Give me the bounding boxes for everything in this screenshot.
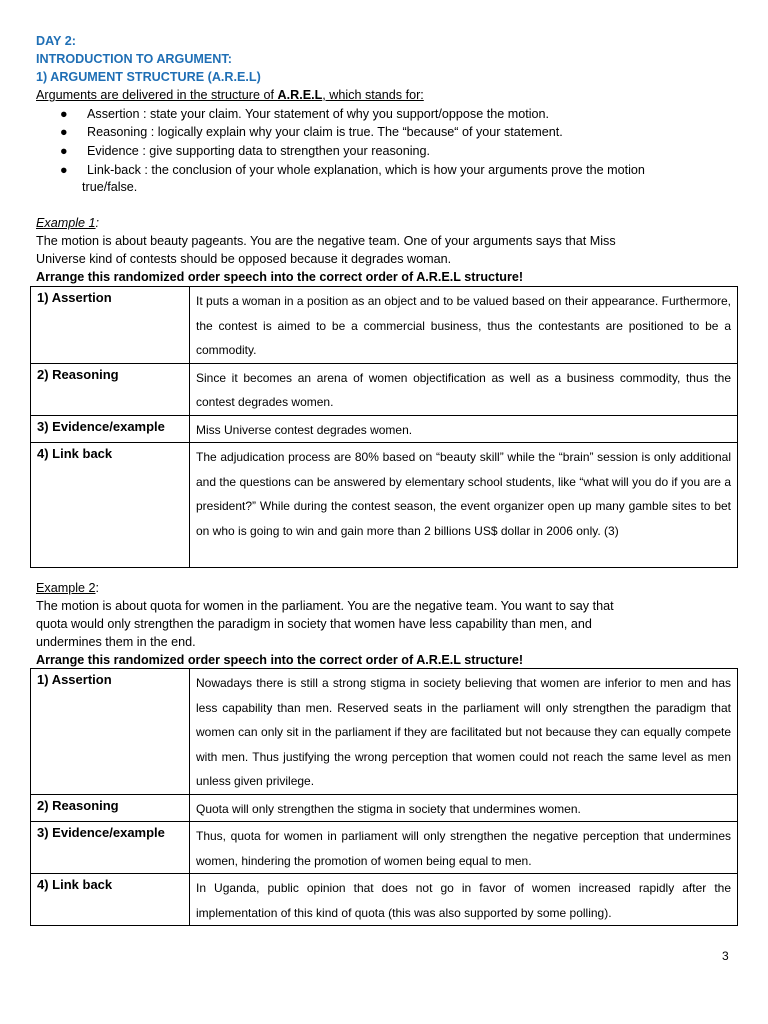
bullet-letter: E [87,144,96,158]
table-row [31,822,738,874]
bullet-letter: L [87,163,95,177]
bullet-dot: ● [60,107,68,121]
row-text: The adjudication process are 80% based on “beauty skill” while the “brain” session is only additional and the questions can be answered by elementary school students, like “what will you do if you are a president?” While during the contest season, the event organizer open up many gamble sites to bet on who is going to win and gain more than 2 billions US$ dollar in 2006 only. (3) [190,443,738,568]
row-label: 2) Reasoning [31,363,190,415]
bullet-letter: A [87,107,96,121]
table-row [31,874,738,926]
table-row [31,415,738,443]
example1-motion-line1: The motion is about beauty pageants. You are the negative team. One of your arguments says that Miss [36,234,616,248]
example2-title-colon: : [95,581,100,595]
row-label: 3) Evidence/example [31,415,190,443]
bullet-text: ink-back : the conclusion of your whole explanation, which is how your arguments prove the motion [94,163,645,177]
row-text: Miss Universe contest degrades women. [190,415,738,443]
example1-title-colon: : [95,216,100,230]
bullet-text: true/false. [82,180,138,194]
example1-instruction: Arrange this randomized order speech into the correct order of A.R.E.L structure! [36,270,524,284]
intro-line [36,87,732,104]
bullet-reasoning [87,124,732,141]
row-text: Since it becomes an arena of women objectification as well as a business commodity, thus the contest degrades women. [190,363,738,415]
example2-instruction: Arrange this randomized order speech into the correct order of A.R.E.L structure! [36,653,524,667]
row-label: 1) Assertion [31,287,190,364]
row-text: It puts a woman in a position as an object and to be valued based on their appearance. Furthermore, the contest is aimed to be a commercial business, thus the contestants are positioned to be a commodity. [190,287,738,364]
row-label: 1) Assertion [31,669,190,795]
row-label: 3) Evidence/example [31,822,190,874]
example1-motion-line2: Universe kind of contests should be opposed because it degrades woman. [36,252,452,266]
table-row [31,669,738,795]
example2-motion-line3: undermines them in the end. [36,635,196,649]
example2-table [30,668,738,926]
row-label: 4) Link back [31,443,190,568]
day-heading: DAY 2: [36,34,76,48]
table-row [31,443,738,568]
table-row [31,794,738,822]
bullet-linkback-continuation [82,179,727,196]
example2-motion-line1: The motion is about quota for women in the parliament. You are the negative team. You want to say that [36,599,614,613]
bullet-text: vidence : give supporting data to strengthen your reasoning. [95,144,431,158]
example1-title [36,215,732,232]
intro-arel: A.R.E.L [277,88,323,102]
row-label: 4) Link back [31,874,190,926]
row-text: Nowadays there is still a strong stigma in society believing that women are inferior to men and has less capability than men. Reserved seats in the parliament will only strengthen the paradigm that women can only sit in the parliament if they are facilitated but not because they can equally compete with men. Thus justifying the wrong perception that women could not reach the same level as men unless given privilege. [190,669,738,795]
example2-title-text: Example 2 [36,581,96,595]
example2-title [36,580,732,597]
intro-suffix: , which stands for: [322,88,424,102]
bullet-dot: ● [60,125,68,139]
bullet-dot: ● [60,163,68,177]
row-text: Thus, quota for women in parliament will only strengthen the negative perception that undermines women, hindering the promotion of women being equal to men. [190,822,738,874]
row-label: 2) Reasoning [31,794,190,822]
row-text: In Uganda, public opinion that does not go in favor of women increased rapidly after the implementation of this kind of quota (this was also supported by some polling). [190,874,738,926]
intro-prefix: Arguments are delivered in the structure of [36,88,278,102]
bullet-assertion [87,106,732,123]
page-number: 3 [722,949,729,963]
table-row [31,287,738,364]
bullet-text: ssertion : state your claim. Your statement of why you support/oppose the motion. [95,107,550,121]
bullet-dot: ● [60,144,68,158]
example1-title-text: Example 1 [36,216,96,230]
table-row [31,363,738,415]
bullet-text: easoning : logically explain why your claim is true. The “because“ of your statement. [96,125,563,139]
intro-heading: INTRODUCTION TO ARGUMENT: [36,52,232,66]
example2-motion-line2: quota would only strengthen the paradigm in society that women have less capability than men, and [36,617,592,631]
bullet-evidence [87,143,732,160]
section-heading: 1) ARGUMENT STRUCTURE (A.R.E.L) [36,70,261,84]
row-text: Quota will only strengthen the stigma in society that undermines women. [190,794,738,822]
bullet-letter: R [87,125,97,139]
bullet-linkback [87,162,732,179]
example1-table [30,286,738,568]
